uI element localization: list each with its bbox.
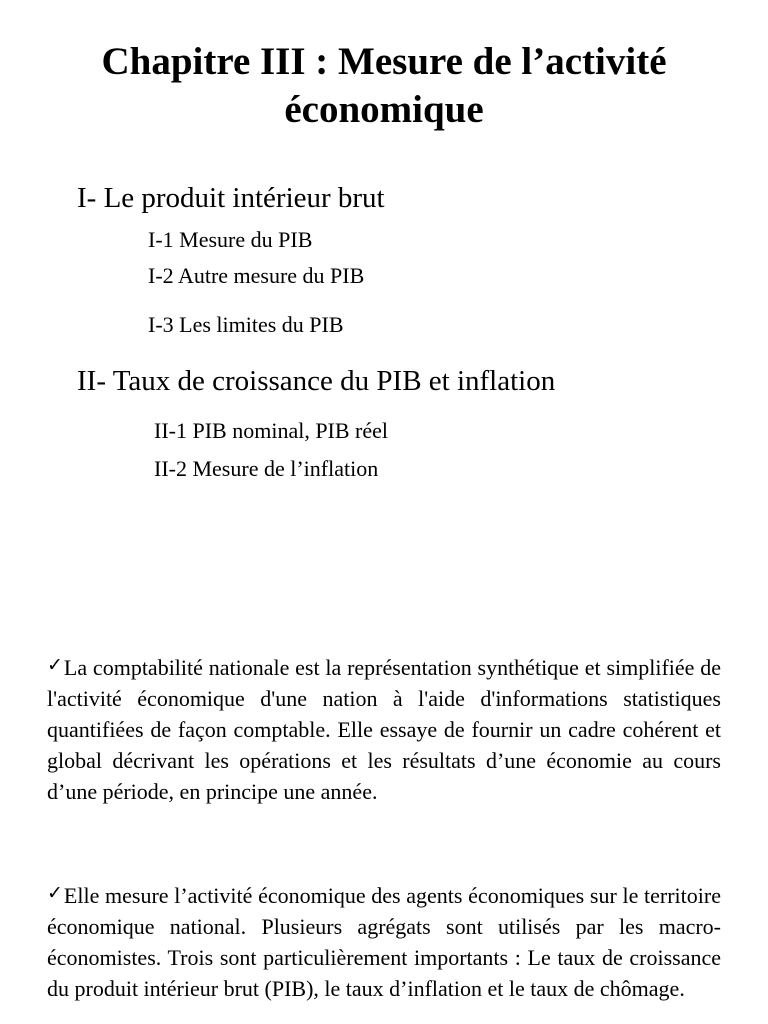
paragraph-agregats <box>47 878 721 1004</box>
subsection-item: II-2 Mesure de l’inflation <box>154 456 379 481</box>
paragraph-text: Elle mesure l’activité économique des agents économiques sur le territoire économique national. Plusieurs agrégats sont utilisés par les macro-économistes. Trois sont particulièrement importants : Le taux de croissance du produit intérieur brut (PIB), le taux d’inflation et le taux de chômage. <box>47 883 721 1001</box>
checkmark-icon: ✓ <box>47 882 63 904</box>
subsection-item: I-2 Autre mesure du PIB <box>148 263 365 288</box>
chapter-title <box>0 38 768 134</box>
subsection-item: I-3 Les limites du PIB <box>148 312 344 337</box>
section-heading-1: I- Le produit intérieur brut <box>77 182 385 214</box>
section-heading-2: II- Taux de croissance du PIB et inflation <box>77 365 556 397</box>
chapter-title-line-2: économique <box>284 88 484 131</box>
checkmark-icon: ✓ <box>47 654 63 676</box>
paragraph-text: La comptabilité nationale est la représentation synthétique et simplifiée de l'activité économique d'une nation à l'aide d'informations statistiques quantifiées de façon comptable. Elle essaye de fournir un cadre cohérent et global décrivant les opérations et les résultats d’une économie au cours d’une période, en principe une année. <box>47 655 721 804</box>
chapter-title-line-1: Chapitre III : Mesure de l’activité <box>101 40 667 83</box>
subsection-item: I-1 Mesure du PIB <box>148 227 313 252</box>
paragraph-comptabilite <box>47 650 721 807</box>
subsection-item: II-1 PIB nominal, PIB réel <box>154 418 389 443</box>
